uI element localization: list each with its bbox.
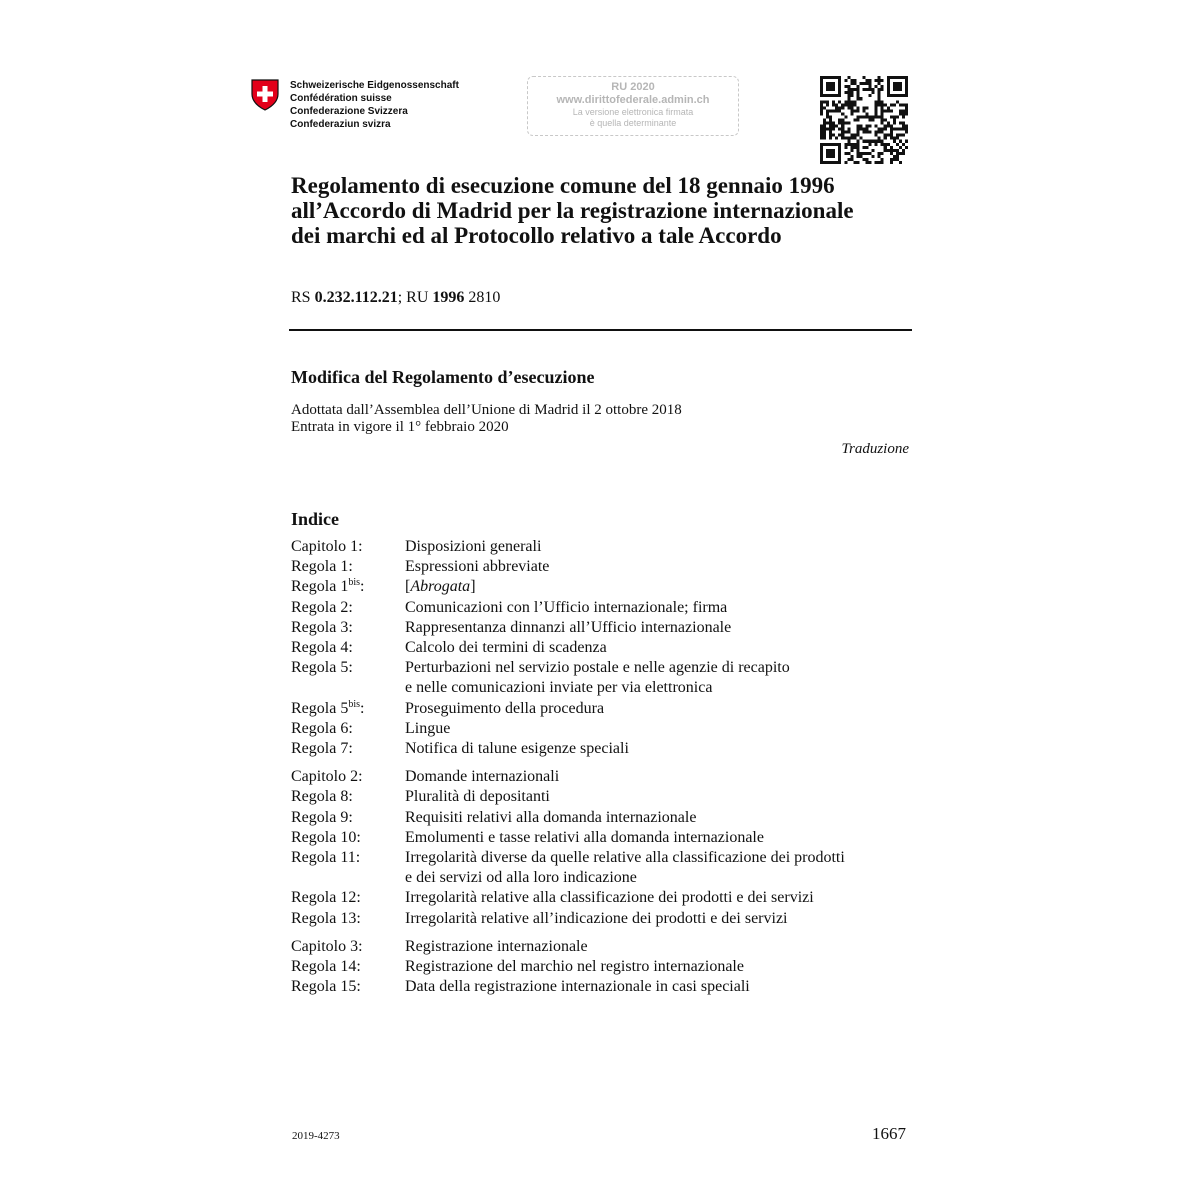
index-rule-row [291, 577, 931, 597]
index-rule-row [291, 888, 931, 908]
index-entry-label: Capitolo 2: [291, 768, 363, 786]
index-chapter-row [291, 767, 931, 787]
index-entry-title[interactable]: Registrazione internazionale [405, 937, 588, 955]
index-entry-label: Regola 2: [291, 598, 353, 616]
index-entry-title[interactable]: Pluralità di depositanti [405, 788, 550, 806]
index-entry-title[interactable]: e nelle comunicazioni inviate per via elettronica [405, 679, 713, 697]
adoption-info [291, 402, 682, 436]
index-entry-label [291, 868, 405, 888]
index-entry-label: Regola 7: [291, 740, 353, 758]
confederation-line-fr: Confédération suisse [290, 93, 392, 104]
index-entry-label [291, 678, 405, 698]
index-rule-row [291, 957, 931, 977]
index-entry-title[interactable]: Espressioni abbreviate [405, 558, 550, 576]
index-rule-row [291, 828, 931, 848]
index-entry-label: Regola 11: [291, 849, 361, 867]
rs-label: RS [291, 289, 315, 306]
index-entry-label: Regola 5: [291, 659, 353, 677]
index-rule-row [291, 808, 931, 828]
modification-title: Modifica del Regolamento d’esecuzione [291, 367, 595, 387]
index-rule-row [291, 719, 931, 739]
index-entry-title[interactable]: Data della registrazione internazionale in casi speciali [405, 978, 750, 996]
index-rule-row [291, 658, 931, 678]
index-entry-label: Regola 12: [291, 889, 361, 907]
stamp-note-1: La versione elettronica firmata [572, 107, 694, 117]
index-entry-title[interactable]: Rappresentanza dinnanzi all’Ufficio internazionale [405, 618, 732, 636]
rs-number: 0.232.112.21 [314, 289, 398, 306]
title-line: all’Accordo di Madrid per la registrazione internazionale [291, 198, 854, 223]
index-rule-row [291, 618, 931, 638]
confederation-line-rm: Confederaziun svizra [290, 119, 391, 130]
title-line: dei marchi ed al Protocollo relativo a tale Accordo [291, 223, 782, 248]
index-list [291, 537, 931, 997]
divider [289, 329, 912, 331]
index-entry-title[interactable]: Disposizioni generali [405, 538, 542, 555]
index-entry-label: Regola $5^{bis}$: [291, 698, 365, 717]
index-title: Indice [291, 509, 340, 529]
stamp-url[interactable]: www.dirittofederale.admin.ch [556, 94, 710, 106]
confederation-line-it: Confederazione Svizzera [290, 106, 408, 117]
swiss-cross-icon [250, 78, 280, 111]
index-entry-label: Regola 1: [291, 558, 353, 576]
document-title [291, 173, 911, 248]
index-rule-row [291, 868, 931, 888]
page-number: 1667 [872, 1124, 906, 1143]
confederation-line-de: Schweizerische Eidgenossenschaft [290, 80, 459, 91]
index-entry-title[interactable]: Notifica di talune esigenze speciali [405, 740, 629, 758]
index-entry-title[interactable]: Comunicazioni con l’Ufficio internazionale; firma [405, 598, 728, 616]
index-rule-row [291, 638, 931, 658]
ru-label: ; RU [397, 289, 433, 306]
index-rule-row [291, 977, 931, 997]
ru-year: 1996 [432, 289, 465, 306]
index-rule-row [291, 699, 931, 719]
index-rule-row [291, 739, 931, 759]
reference-line [291, 289, 500, 307]
index-entry-title[interactable]: Domande internazionali [405, 768, 560, 786]
index-entry-title[interactable]: Lingue [405, 719, 451, 737]
index-entry-title[interactable]: Irregolarità diverse da quelle relative alla classificazione dei prodotti [405, 849, 845, 867]
stamp-note-2: è quella determinante [589, 118, 677, 128]
translation-note: Traduzione [841, 441, 909, 457]
index-entry-title[interactable]: Perturbazioni nel servizio postale e nelle agenzie di recapito [405, 659, 790, 677]
index-entry-label: Regola 15: [291, 978, 361, 996]
electronic-signature-stamp [527, 76, 739, 136]
qr-code-icon [820, 76, 908, 164]
index-rule-row [291, 557, 931, 577]
index-entry-label: Regola 9: [291, 808, 353, 826]
index-entry-label: Capitolo 1: [291, 538, 363, 555]
index-entry-label: Regola 6: [291, 719, 353, 737]
stamp-ru: RU 2020 [611, 81, 655, 93]
index-entry-title[interactable]: Irregolarità relative all’indicazione dei prodotti e dei servizi [405, 909, 788, 927]
index-entry-title[interactable]: Requisiti relativi alla domanda internazionale [405, 808, 697, 826]
title-line: Regolamento di esecuzione comune del 18 gennaio 1996 [291, 173, 835, 198]
index-entry-label: Regola 3: [291, 618, 353, 636]
index-entry-title[interactable]: Emolumenti e tasse relativi alla domanda internazionale [405, 828, 764, 846]
document-code: 2019-4273 [292, 1130, 340, 1142]
index-entry-title[interactable]: Registrazione del marchio nel registro internazionale [405, 958, 744, 976]
index-entry-title[interactable]: Proseguimento della procedura [405, 699, 605, 717]
index-entry-label: Regola 13: [291, 909, 361, 927]
index-rule-row [291, 848, 931, 868]
index-rule-row [291, 909, 931, 929]
confederation-names [290, 79, 459, 131]
index-entry-label: Regola 8: [291, 788, 353, 806]
in-force-line: Entrata in vigore il 1° febbraio 2020 [291, 419, 509, 435]
ru-page: 2810 [464, 289, 501, 306]
index-entry-title[interactable]: [Abrogata] [405, 578, 476, 596]
index-chapter-row [291, 537, 931, 557]
index-entry-label: Regola 10: [291, 828, 361, 846]
index-entry-label: Regola 14: [291, 958, 361, 976]
adopted-line: Adottata dall’Assemblea dell’Unione di Madrid il 2 ottobre 2018 [291, 402, 682, 418]
index-rule-row [291, 598, 931, 618]
index-chapter-row [291, 937, 931, 957]
index-entry-title[interactable]: Calcolo dei termini di scadenza [405, 639, 607, 657]
index-entry-title[interactable]: e dei servizi od alla loro indicazione [405, 869, 637, 887]
index-rule-row [291, 678, 931, 698]
index-entry-title[interactable]: Irregolarità relative alla classificazione dei prodotti e dei servizi [405, 889, 814, 907]
index-entry-label: Regola $1^{bis}$: [291, 577, 365, 596]
index-rule-row [291, 787, 931, 807]
index-entry-label: Regola 4: [291, 639, 353, 657]
index-entry-label: Capitolo 3: [291, 937, 363, 955]
